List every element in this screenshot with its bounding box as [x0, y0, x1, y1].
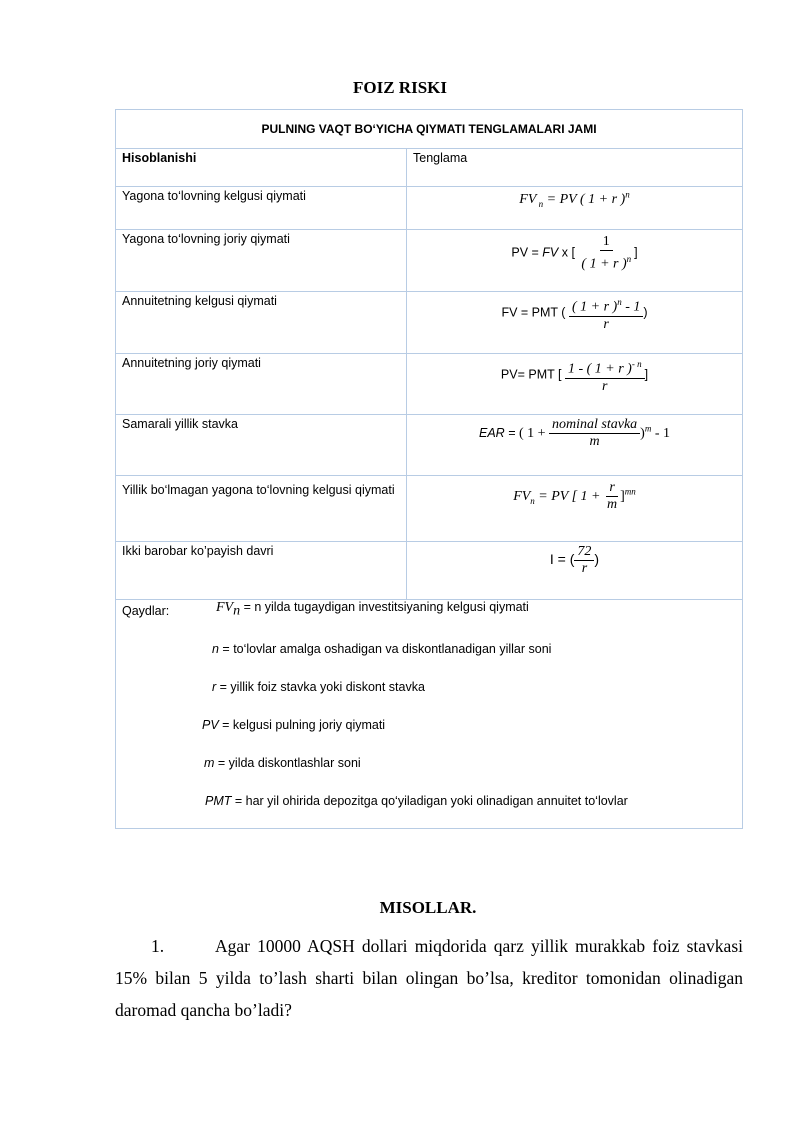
row-label-present-value-annuity: Annuitetning joriy qiymati	[116, 354, 407, 415]
note-n: n = to‘lovlar amalga oshadigan va diskontlanadigan yillar soni	[212, 642, 552, 656]
formulas-table	[115, 109, 743, 829]
section-title: MISOLLAR.	[379, 898, 477, 917]
notes-cell	[116, 600, 743, 829]
formula-effective-annual-rate: EAR = ( 1 + $\frac{\text{nominal stavka}}{m}$ )$^m$ - 1	[407, 415, 743, 476]
page-title: FOIZ RISKI	[353, 78, 447, 97]
row-label-present-value-single: Yagona to‘lovning joriy qiymati	[116, 230, 407, 292]
table-header: PULNING VAQT BO‘YICHA QIYMATI TENGLAMALARI JAMI	[116, 110, 743, 149]
note-m: m = yilda diskontlashlar soni	[204, 756, 361, 770]
note-pv: PV = kelgusi pulning joriy qiymati	[202, 718, 386, 732]
formula-doubling-period: I = ( $\frac{72}{r}$ )	[407, 542, 743, 600]
formula-future-value-single: FV $_n$ = PV ( 1 + r )$^n$	[407, 187, 743, 230]
problem-text: Agar 10000 AQSH dollari miqdorida qarz yillik murakkab foiz stavkasi 15% bilan 5 yilda to’lash sharti bilan olingan bo’lsa, kreditor tomonidan olinadigan daromad qancha bo’ladi?	[115, 936, 743, 1020]
row-label-doubling-period: Ikki barobar ko’payish davri	[116, 542, 407, 600]
notes-label: Qaydlar:	[122, 604, 170, 618]
note-fvn: $FV_n = n$ yilda tugaydigan investitsiyaning kelgusi qiymati	[216, 600, 529, 619]
column-header-calculation: Hisoblanishi	[116, 149, 407, 187]
formula-present-value-single: PV = FV x [ $\frac{1}{( 1 + r )^n}$ ]	[407, 230, 743, 292]
note-pmt: PMT = har yil ohirida depozitga qo‘yiladigan yoki olinadigan annuitet to‘lovlar	[205, 794, 628, 808]
row-label-future-value-annuity: Annuitetning kelgusi qiymati	[116, 292, 407, 354]
column-header-equation: Tenglama	[407, 149, 743, 187]
row-label-effective-annual-rate: Samarali yillik stavka	[116, 415, 407, 476]
problem-number: 1.	[151, 936, 165, 956]
problem-paragraph	[115, 930, 743, 1026]
formula-future-value-nonannual: $FV_n$ = PV [ 1 + $\frac{r}{m}$ ]$^{mn}$	[407, 476, 743, 542]
formula-future-value-annuity: FV = PMT ( $\frac{( 1 + r )^n - 1}{r}$ )	[407, 292, 743, 354]
row-label-future-value-single: Yagona to‘lovning kelgusi qiymati	[116, 187, 407, 230]
row-label-future-value-nonannual: Yillik bo‘lmagan yagona to‘lovning kelgusi qiymati	[116, 476, 407, 542]
note-r: r = yillik foiz stavka yoki diskont stavka	[212, 680, 425, 694]
formula-present-value-annuity: PV= PMT [ $\frac{1 - ( 1 + r )^{- n}}{r}$ ]	[407, 354, 743, 415]
